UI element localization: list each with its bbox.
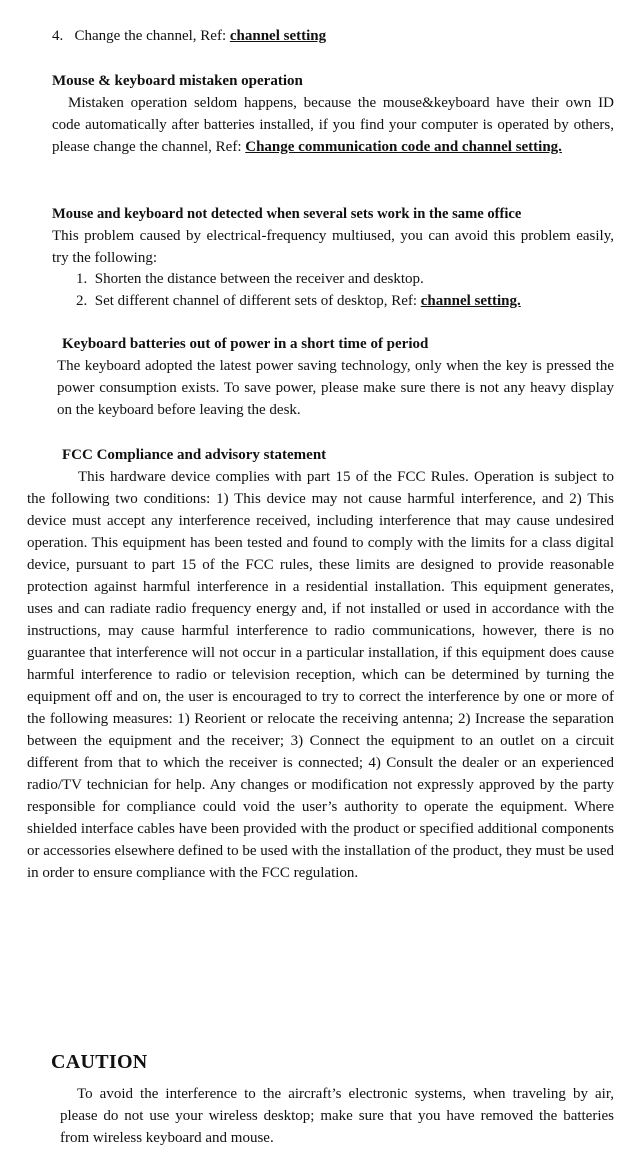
- mistaken-operation-body: [52, 92, 614, 158]
- batteries-body: The keyboard adopted the latest power saving technology, only when the key is pressed the power consumption exists. To save power, please make sure there is not any heavy display on the keyboard before leaving the desk.: [57, 358, 614, 418]
- not-detected-body: This problem caused by electrical-frequency multiused, you can avoid this problem easily, try the following:: [52, 228, 614, 266]
- change-communication-code-link[interactable]: Change communication code and channel setting.: [245, 139, 562, 155]
- caution-heading: CAUTION: [51, 1051, 148, 1073]
- step-4-number: 4.: [52, 28, 64, 44]
- step-4-text: Change the channel, Ref:: [74, 28, 230, 44]
- mistaken-operation-heading: Mouse & keyboard mistaken operation: [52, 73, 303, 89]
- mistaken-operation-text: Mistaken operation seldom happens, because the mouse&keyboard have their own ID code automatically after batteries installed, if you find your computer is operated by others, please change the channel, Ref:: [52, 95, 614, 155]
- channel-setting-link[interactable]: channel setting: [229, 28, 327, 44]
- not-detected-item-2: [76, 290, 616, 312]
- not-detected-heading: Mouse and keyboard not detected when several sets work in the same office: [52, 206, 522, 222]
- not-detected-item-1: [76, 268, 616, 290]
- item-1-text: Shorten the distance between the receiver and desktop.: [94, 271, 424, 287]
- caution-body: To avoid the interference to the aircraft’s electronic systems, when traveling by air, please do not use your wireless desktop; make sure that you have removed the batteries from wireless keyboard and mouse.: [60, 1086, 614, 1146]
- fcc-body: This hardware device complies with part 15 of the FCC Rules. Operation is subject to the following two conditions: 1) This device may not cause harmful interference, and 2) This device must accept any interference received, including interference that may cause undesired operation. This equipment has been tested and found to comply with the limits for a class digital device, pursuant to part 15 of the FCC rules, these limits are designed to provide reasonable protection against harmful interference in a residential installation. This equipment generates, uses and can radiate radio frequency energy and, if not installed or used in accordance with the instructions, may cause harmful interference to radio communications, however, there is no guarantee that interference will not occur in a particular installation, if this equipment does cause harmful interference to radio or television reception, which can be determined by turning the equipment off and on, the user is encouraged to try to correct the interference by one or more of the following measures: 1) Reorient or relocate the receiving antenna; 2) Increase the separation between the equipment and the receiver; 3) Connect the equipment to an outlet on a circuit different from that to which the receiver is connected; 4) Consult the dealer or an experienced radio/TV technician for help. Any changes or modification not expressly approved by the party responsible for compliance could void the user’s authority to operate the equipment. Where shielded interface cables have been provided with the product or specified additional components or accessories elsewhere defined to be used with the installation of the product, they must be used in order to ensure compliance with the FCC regulation.: [27, 469, 614, 881]
- step-4: [52, 25, 612, 47]
- batteries-heading: Keyboard batteries out of power in a short time of period: [62, 336, 429, 352]
- item-2-number: 2.: [76, 293, 88, 309]
- channel-setting-link-2[interactable]: channel setting.: [420, 293, 521, 309]
- fcc-heading: FCC Compliance and advisory statement: [62, 447, 327, 463]
- item-1-number: 1.: [76, 271, 88, 287]
- item-2-text: Set different channel of different sets of desktop, Ref:: [94, 293, 421, 309]
